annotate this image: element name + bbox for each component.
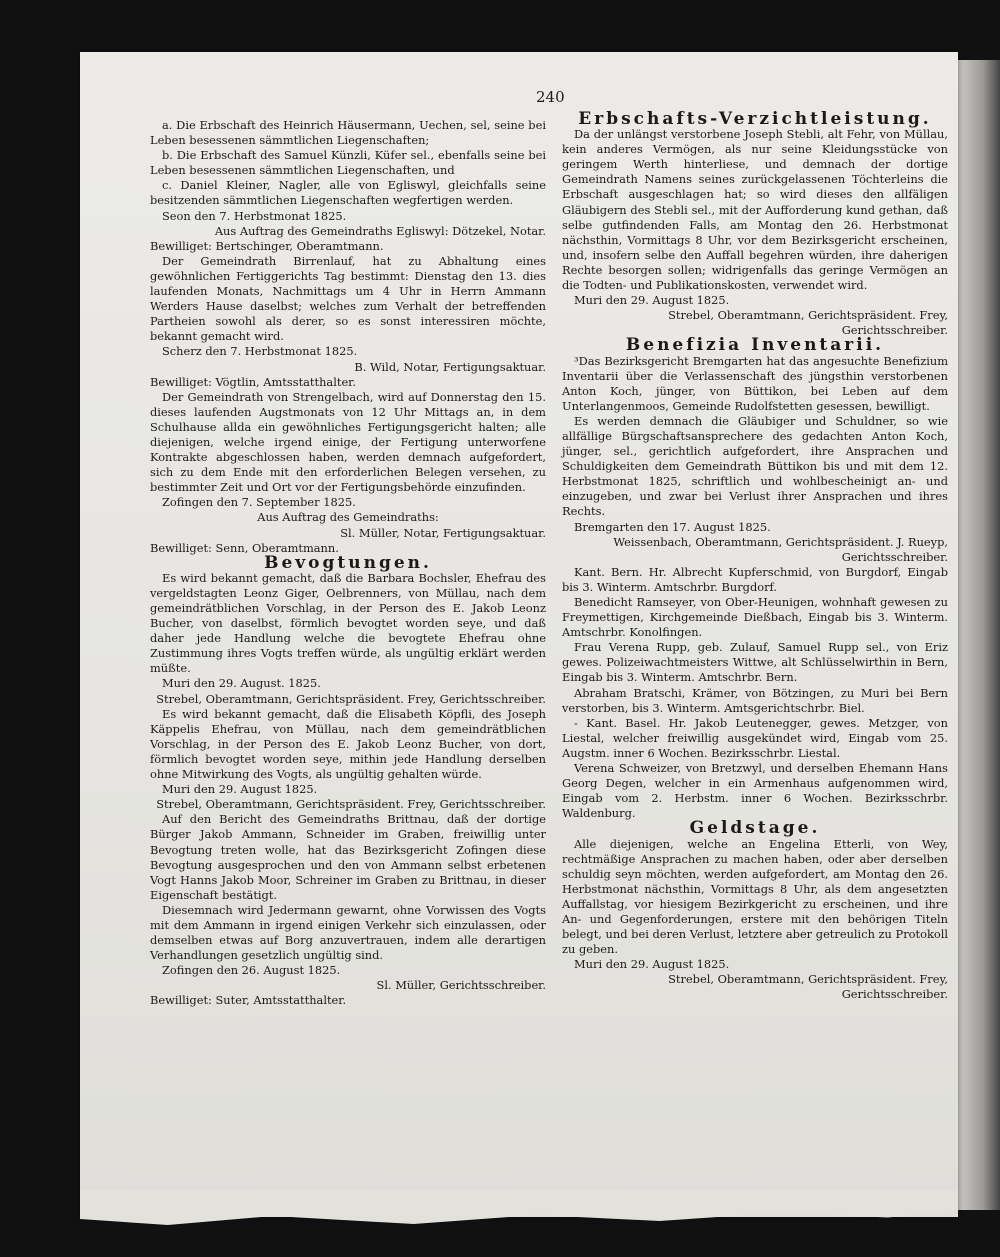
notice-paragraph: Bewilliget: Bertschinger, Oberamtmann. [150, 238, 384, 253]
notice-paragraph: Strebel, Oberamtmann, Gerichtspräsident. Frey, Gerichtsschreiber. [156, 691, 546, 706]
left-column [150, 118, 546, 1009]
notice-paragraph: Seon den 7. Herbstmonat 1825. [162, 208, 347, 223]
notice-paragraph: Diesemnach wird Jedermann gewarnt, ohne Vorwissen des Vogts mit dem Ammann in irgend einigen Verkehr sich einzulassen, oder demselben etwas auf Borg anzuvertrauen, indem alle derartigen Verhandlungen gesetzlich ungültig sind. [150, 902, 546, 963]
notice-paragraph: Aus Auftrag des Gemeindraths: [257, 510, 439, 525]
section-heading: Erbschafts-Verzichtleistung. [578, 109, 932, 129]
notice-paragraph: Der Gemeindrath Birrenlauf, hat zu Abhaltung eines gewöhnlichen Fertiggerichts Tag bestimmt: Dienstag den 13. dies laufenden Monats, Nachmittags um 4 Uhr in Herrn Ammann Werders Hause daselbst; welches zum Verhalt der betreffenden Partheien sowohl als derer, so es sonst interessiren möchte, bekannt gemacht wird. [150, 253, 546, 344]
notice-paragraph: Es wird bekannt gemacht, daß die Barbara Bochsler, Ehefrau des vergeldstagten Leonz Giger, Oelbrenners, von Müllau, nach dem gemeindrätblichen Vorschlag, in der Person des E. Jakob Leonz Bucher, von daselbst, förmlich bevogtet worden seye, und daß daher jede Handlung welche die bevogtete Ehefrau ohne Zustimmung ihres Vogts treffen würde, als ungültig erklärt werden müßte. [150, 570, 546, 676]
notice-paragraph: Bewilliget: Vögtlin, Amtsstatthalter. [150, 374, 356, 389]
notice-paragraph: Der Gemeindrath von Strengelbach, wird auf Donnerstag den 15. dieses laufenden Augstmonats von 12 Uhr Mittags an, in dem Schulhause allda ein gewöhnliches Fertigungsgericht halten; alle diejenigen, welche irgend einige, der Fertigung unterworfene Kontrakte abgeschlossen haben, werden demnach aufgefordert, sich zu dem Ende mit den erforderlichen Belegen versehen, zu bestimmter Zeit und Ort vor der Fertigungsbehörde einzufinden. [150, 389, 546, 495]
section-heading: Benefizia Inventarii. [625, 335, 885, 356]
notice-paragraph: Muri den 29. August 1825. [574, 293, 730, 308]
notice-paragraph: c. Daniel Kleiner, Nagler, alle von Egliswyl, gleichfalls seine besitzenden sämmtlichen Liegenschaften wegfertigen werden. [150, 178, 546, 208]
notice-paragraph: Bewilliget: Senn, Oberamtmann. [150, 540, 339, 555]
notice-paragraph: Es werden demnach die Gläubiger und Schuldner, so wie allfällige Bürgschaftsansprechere des gedachten Anton Koch, jünger, sel., gerichtlich aufgefordert, ihre Ansprachen und Schuldigkeiten dem Gemeindrath Büttikon bis und mit dem 12. Herbstmonat 1825, schriftlich und wohlbescheinigt an- und einzugeben, und zwar bei Verlust ihrer Ansprachen und ihres Rechts. [562, 413, 948, 519]
notice-paragraph: a. Die Erbschaft des Heinrich Häusermann, Uechen, sel, seine bei Leben besessenen sämmtlichen Liegenschaften; [150, 118, 546, 148]
notice-paragraph: Da der unlängst verstorbene Joseph Stebli, alt Fehr, von Müllau, kein anderes Vermögen, als nur seine Kleidungsstücke von geringem Werth hinterliese, und demnach der dortige Gemeindrath Namens seines zurückgelassenen Töchterleins die Erbschaft ausgeschlagen hat; so wird dieses den allfäligen Gläubigern des Stebli sel., mit der Aufforderung kund gethan, daß selbe gutfindenden Falls, am Montag den 26. Herbstmonat nächsthin, Vormittags 8 Uhr, vor dem Bezirksgericht erscheinen, und, insofern selbe den Auffall begehren würden, ihre daherigen Rechte besorgen sollen; widrigenfalls das geringe Vermögen an die Todten- und Publikationskosten, verwendet wird. [562, 127, 948, 293]
notice-paragraph: Strebel, Oberamtmann, Gerichtspräsident. Frey, Gerichtsschreiber. [156, 797, 546, 812]
notice-paragraph: Zofingen den 7. September 1825. [162, 495, 356, 510]
notice-paragraph: Muri den 29. August 1825. [574, 957, 730, 972]
section-heading: Geldstage. [689, 818, 821, 839]
notice-paragraph: B. Wild, Notar, Fertigungsaktuar. [354, 359, 546, 374]
notice-paragraph: Abraham Bratschi, Krämer, von Bötzingen, zu Muri bei Bern verstorben, bis 3. Winterm. Amtsgerichtschrbr. Biel. [562, 685, 948, 715]
notice-paragraph: Alle diejenigen, welche an Engelina Etterli, von Wey, rechtmäßige Ansprachen zu machen haben, oder aber derselben schuldig seyn möchten, werden aufgefordert, am Montag den 26. Herbstmonat nächsthin, Vormittags 8 Uhr, als dem angesetzten Auffallstag, vor hiesigem Bezirkgericht zu erscheinen, und ihre An- und Gegenforderungen, erstere mit den behörigen Titeln belegt, und bei deren Verlust, letztere aber getreulich zu Protokoll zu geben. [562, 836, 948, 957]
right-column [562, 109, 948, 1003]
notice-paragraph: Muri den 29. August 1825. [162, 782, 318, 797]
notice-paragraph: Frau Verena Rupp, geb. Zulauf, Samuel Rupp sel., von Eriz gewes. Polizeiwachtmeisters Wittwe, alt Schlüsselwirthin in Bern, Eingab bis 3. Winterm. Amtschrbr. Bern. [562, 640, 948, 685]
notice-paragraph: Auf den Bericht des Gemeindraths Brittnau, daß der dortige Bürger Jakob Ammann, Schneider im Graben, freiwillig unter Bevogtung treten wolle, hat das Bezirksgericht Zofingen diese Bevogtung ausgesprochen und den von Ammann selbst erbetenen Vogt Hanns Jakob Moor, Schreiner im Graben zu Brittnau, in dieser Eigenschaft bestätigt. [150, 812, 546, 902]
notice-paragraph: Bewilliget: Suter, Amtsstatthalter. [150, 993, 347, 1008]
notice-paragraph: ³Das Bezirksgericht Bremgarten hat das angesuchte Benefizium Inventarii über die Verlassenschaft des jüngsthin verstorbenen Anton Koch, jünger, von Büttikon, bei Leben auf dem Unterlangenmoos, Gemeinde Rudolfstetten gesessen, bewilligt. [562, 353, 948, 413]
notice-paragraph: - Kant. Basel. Hr. Jakob Leutenegger, gewes. Metzger, von Liestal, welcher freiwillig ausgekündet wird, Eingab vom 25. Augstm. inner 6 Wochen. Bezirksschrbr. Liestal. [562, 715, 948, 760]
notice-paragraph: Sl. Müller, Notar, Fertigungsaktuar. [340, 525, 546, 540]
notice-paragraph: Kant. Bern. Hr. Albrecht Kupferschmid, von Burgdorf, Eingab bis 3. Winterm. Amtschrbr. Burgdorf. [562, 564, 948, 594]
notice-paragraph: Scherz den 7. Herbstmonat 1825. [162, 344, 358, 359]
notice-paragraph: Sl. Müller, Gerichtsschreiber. [376, 978, 546, 993]
adjacent-page-edge [958, 60, 1000, 1210]
notice-paragraph: Es wird bekannt gemacht, daß die Elisabeth Köpfli, des Joseph Käppelis Ehefrau, von Müllau, nach dem gemeindrätblichen Vorschlag, in der Person des E. Jakob Leonz Bucher, von dort, förmlich bevogtet worden seye, mithin jede Handlung derselben ohne Mitwirkung des Vogts, als ungültig gehalten würde. [150, 706, 546, 782]
page-number: 240 [536, 88, 565, 106]
notice-paragraph: b. Die Erbschaft des Samuel Künzli, Küfer sel., ebenfalls seine bei Leben besessenen sämmtlichen Liegenschaften, und [150, 148, 546, 178]
notice-paragraph: Benedicht Ramseyer, von Ober-Heunigen, wohnhaft gewesen zu Freymettigen, Kirchgemeinde Dießbach, Eingab bis 3. Winterm. Amtschrbr. Konolfingen. [562, 595, 948, 640]
notice-paragraph: Strebel, Oberamtmann, Gerichtspräsident. Frey, Gerichtsschreiber. [668, 972, 948, 1002]
notice-paragraph: Aus Auftrag des Gemeindraths Egliswyl: Dötzekel, Notar. [214, 223, 546, 238]
notice-paragraph: Bremgarten den 17. August 1825. [574, 519, 771, 534]
section-heading: Bevogtungen. [264, 552, 432, 573]
notice-paragraph: Verena Schweizer, von Bretzwyl, und derselben Ehemann Hans Georg Degen, welcher in ein Armenhaus aufgenommen wird, Eingab vom 2. Herbstm. inner 6 Wochen. Bezirksschrbr. Waldenburg. [562, 761, 948, 821]
notice-paragraph: Weissenbach, Oberamtmann, Gerichtspräsident. J. Rueyp, Gerichtsschreiber. [613, 534, 948, 564]
notice-paragraph: Strebel, Oberamtmann, Gerichtspräsident. Frey, Gerichtsschreiber. [668, 308, 948, 338]
notice-paragraph: Muri den 29. August. 1825. [162, 676, 321, 691]
notice-paragraph: Zofingen den 26. August 1825. [162, 963, 341, 978]
